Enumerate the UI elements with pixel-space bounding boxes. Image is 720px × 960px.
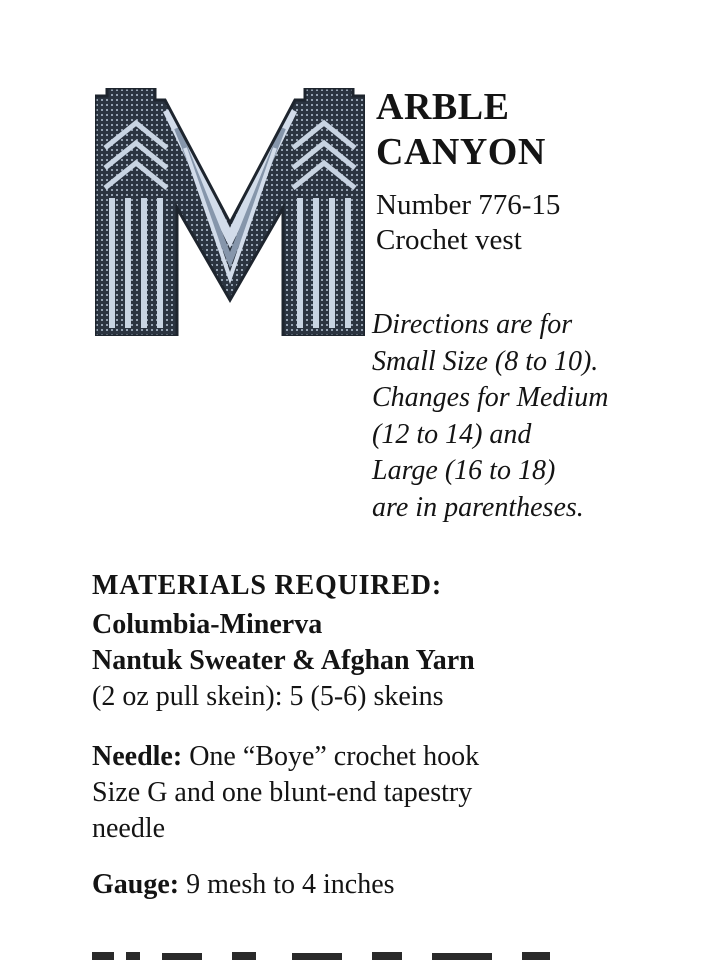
needle-line-3: needle bbox=[92, 813, 166, 844]
needle-line-2: Size G and one blunt-end tapestry bbox=[92, 777, 473, 808]
gauge-label: Gauge: bbox=[92, 869, 180, 900]
size-directions bbox=[372, 307, 608, 526]
pattern-number: Number 776-15 bbox=[376, 189, 561, 221]
needle-text: One “Boye” crochet hook bbox=[189, 741, 480, 772]
title-line-2: CANYON bbox=[376, 131, 546, 173]
materials-quantity: (2 oz pull skein): 5 (5-6) skeins bbox=[92, 681, 444, 712]
needle-label: Needle: bbox=[92, 741, 183, 772]
decorative-initial-m-logo bbox=[95, 88, 365, 336]
materials-yarn: Nantuk Sweater & Afghan Yarn bbox=[92, 645, 475, 676]
directions-line: Changes for Medium bbox=[372, 382, 609, 413]
pattern-type: Crochet vest bbox=[376, 224, 522, 256]
directions-line: Small Size (8 to 10). bbox=[372, 345, 599, 377]
directions-line: (12 to 14) and bbox=[372, 418, 532, 450]
needle-line-1 bbox=[92, 743, 692, 771]
materials-brand: Columbia-Minerva bbox=[92, 609, 323, 640]
initial-m-shape bbox=[95, 88, 365, 336]
materials-heading: MATERIALS REQUIRED: bbox=[92, 570, 442, 601]
title-line-1: ARBLE bbox=[376, 86, 510, 128]
gauge-line bbox=[92, 871, 692, 899]
directions-line: Large (16 to 18) bbox=[372, 455, 556, 486]
directions-line: are in parentheses. bbox=[372, 491, 584, 523]
cut-off-text-fragment bbox=[92, 948, 652, 960]
gauge-text: 9 mesh to 4 inches bbox=[186, 869, 395, 900]
directions-line: Directions are for bbox=[372, 309, 573, 340]
